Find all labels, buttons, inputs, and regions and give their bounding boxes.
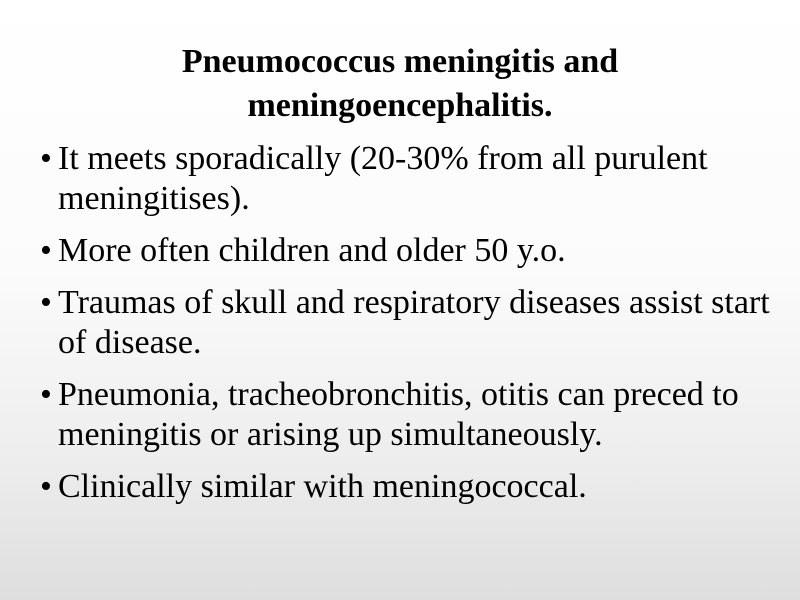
slide-title-line-1: Pneumococcus meningitis and [181,43,619,80]
bullet-text: It meets sporadically (20-30% from all purulent meningitises). [58,140,708,217]
bullet-dot-icon: • [40,284,52,321]
bullet-item-age-groups [40,231,780,271]
slide-title-line-2: meningoencephalitis. [247,87,553,124]
bullet-text: More often children and older 50 y.o. [58,232,566,269]
bullet-item-traumas [40,283,780,363]
bullet-item-sporadic [40,139,780,219]
bullet-item-clinical-similarity [40,467,780,507]
bullet-dot-icon: • [40,232,52,269]
bullet-item-preceding-conditions [40,375,780,455]
bullet-text: Pneumonia, tracheobronchitis, otitis can preced to meningitis or arising up simultaneously. [58,376,739,453]
slide-title [0,40,800,128]
bullet-text: Traumas of skull and respiratory diseases assist start of disease. [58,284,770,361]
bullet-dot-icon: • [40,140,52,177]
bullet-text: Clinically similar with meningococcal. [58,468,587,505]
bullet-dot-icon: • [40,468,52,505]
bullet-list [40,139,780,519]
bullet-dot-icon: • [40,376,52,413]
